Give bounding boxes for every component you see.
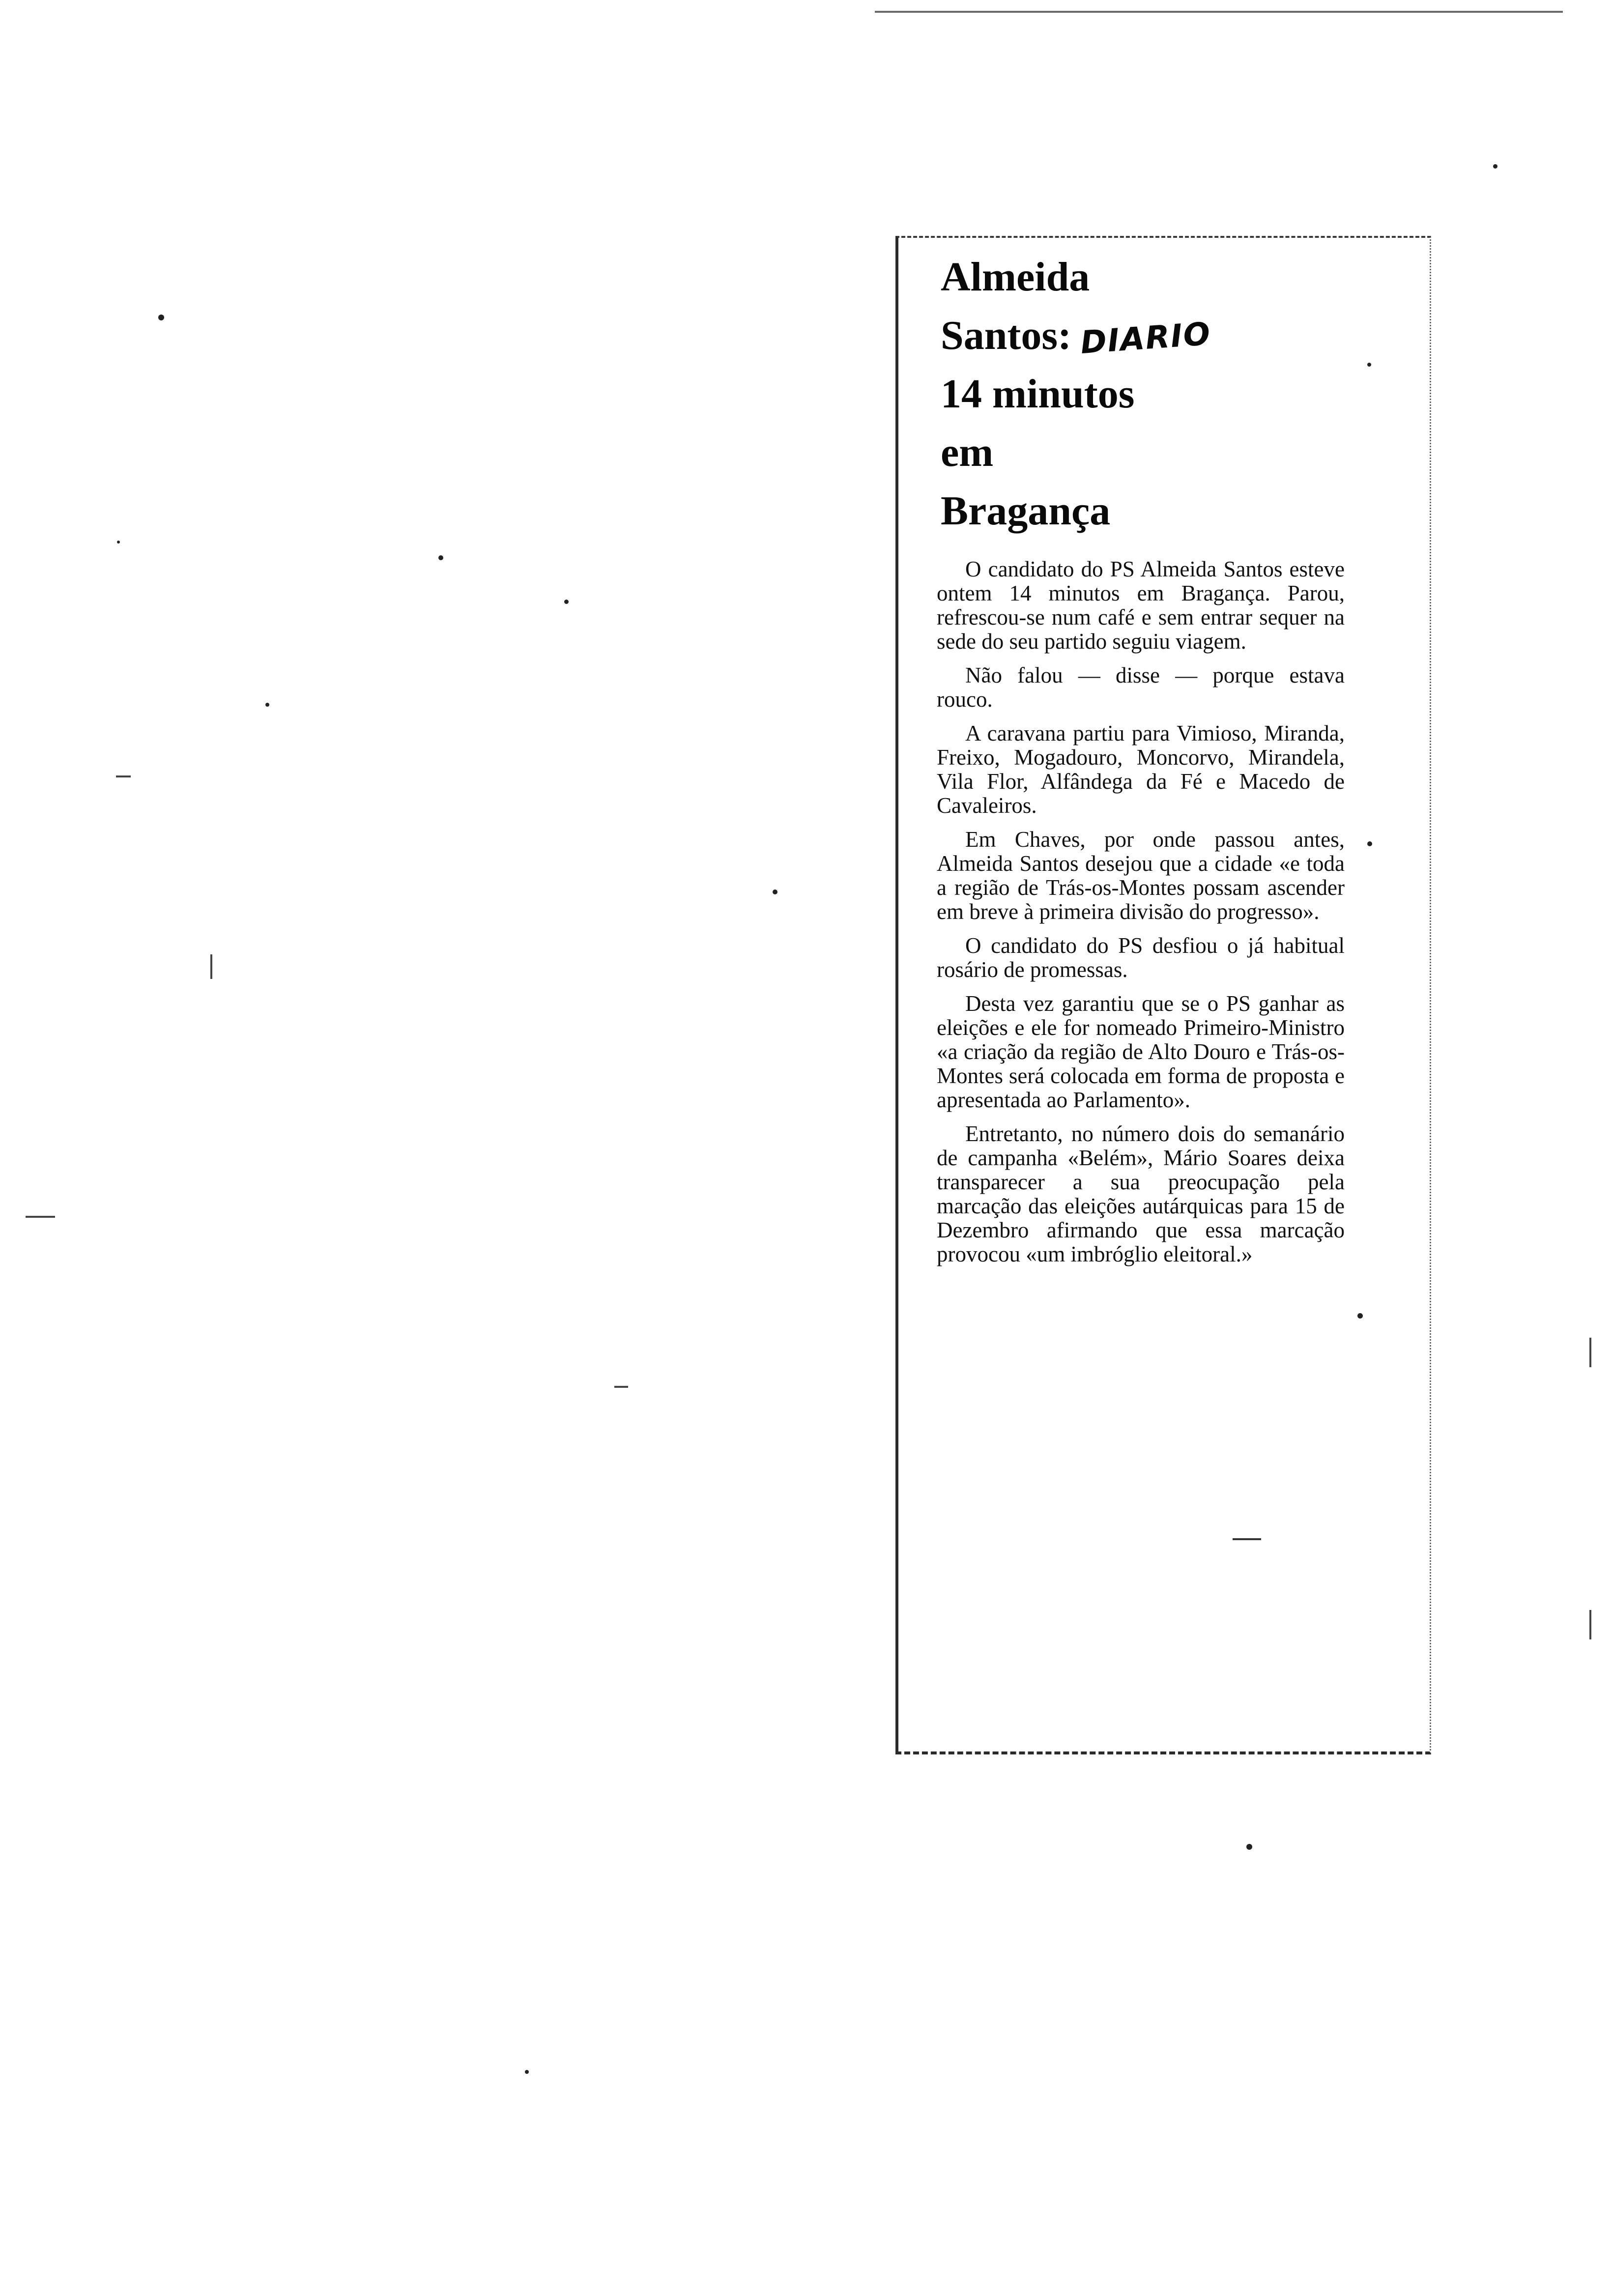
scan-speck	[773, 890, 777, 894]
scan-mark	[614, 1386, 628, 1388]
headline-line: Santos:	[941, 313, 1072, 358]
scan-speck	[564, 600, 569, 604]
scan-speck	[438, 555, 443, 560]
article-body	[937, 557, 1345, 1276]
scan-speck	[1246, 1844, 1252, 1850]
scan-speck	[525, 2070, 529, 2074]
scan-mark	[210, 954, 212, 979]
headline-line: Almeida	[941, 254, 1090, 300]
scan-mark	[26, 1216, 55, 1218]
article-paragraph: Desta vez garantiu que se o PS ganhar as eleições e ele for nomeado Primeiro-Ministro «a criação da região de Alto Douro e Trás-os-Montes será colocada em forma de proposta e apresentada ao Parlamento».	[937, 991, 1345, 1112]
scan-speck	[1493, 164, 1497, 169]
newspaper-clipping	[895, 236, 1431, 1754]
scan-speck	[117, 541, 120, 544]
article-paragraph: O candidato do PS Almeida Santos esteve ontem 14 minutos em Bragança. Parou, refrescou-se num café e sem entrar sequer na sede do seu partido seguiu viagem.	[937, 557, 1345, 654]
headline-line: Bragança	[941, 488, 1111, 534]
article-end-mark	[1233, 1538, 1261, 1540]
article-headline	[941, 248, 1134, 540]
scan-edge-line	[875, 11, 1563, 13]
scan-mark	[1589, 1338, 1591, 1367]
article-paragraph: O candidato do PS desfiou o já habitual rosário de promessas.	[937, 933, 1345, 982]
headline-line: 14 minutos	[941, 371, 1135, 417]
headline-line: em	[941, 430, 994, 475]
article-paragraph: Entretanto, no número dois do semanário de campanha «Belém», Mário Soares deixa transparecer a sua preocupação pela marcação das eleições autárquicas para 15 de Dezembro afirmando que essa marcação provocou «um imbróglio eleitoral.»	[937, 1121, 1345, 1266]
scan-speck	[265, 703, 269, 707]
handwritten-annotation: DIARIO	[1079, 316, 1212, 362]
article-paragraph: Em Chaves, por onde passou antes, Almeida Santos desejou que a cidade «e toda a região de Trás-os-Montes possam ascender em breve à primeira divisão do progresso».	[937, 827, 1345, 924]
scan-mark	[116, 775, 131, 777]
article-paragraph: A caravana partiu para Vimioso, Miranda, Freixo, Mogadouro, Moncorvo, Mirandela, Vila Flor, Alfândega da Fé e Macedo de Cavaleiros.	[937, 721, 1345, 818]
scan-mark	[1589, 1610, 1591, 1639]
scan-speck	[158, 315, 164, 320]
article-paragraph: Não falou — disse — porque estava rouco.	[937, 663, 1345, 712]
